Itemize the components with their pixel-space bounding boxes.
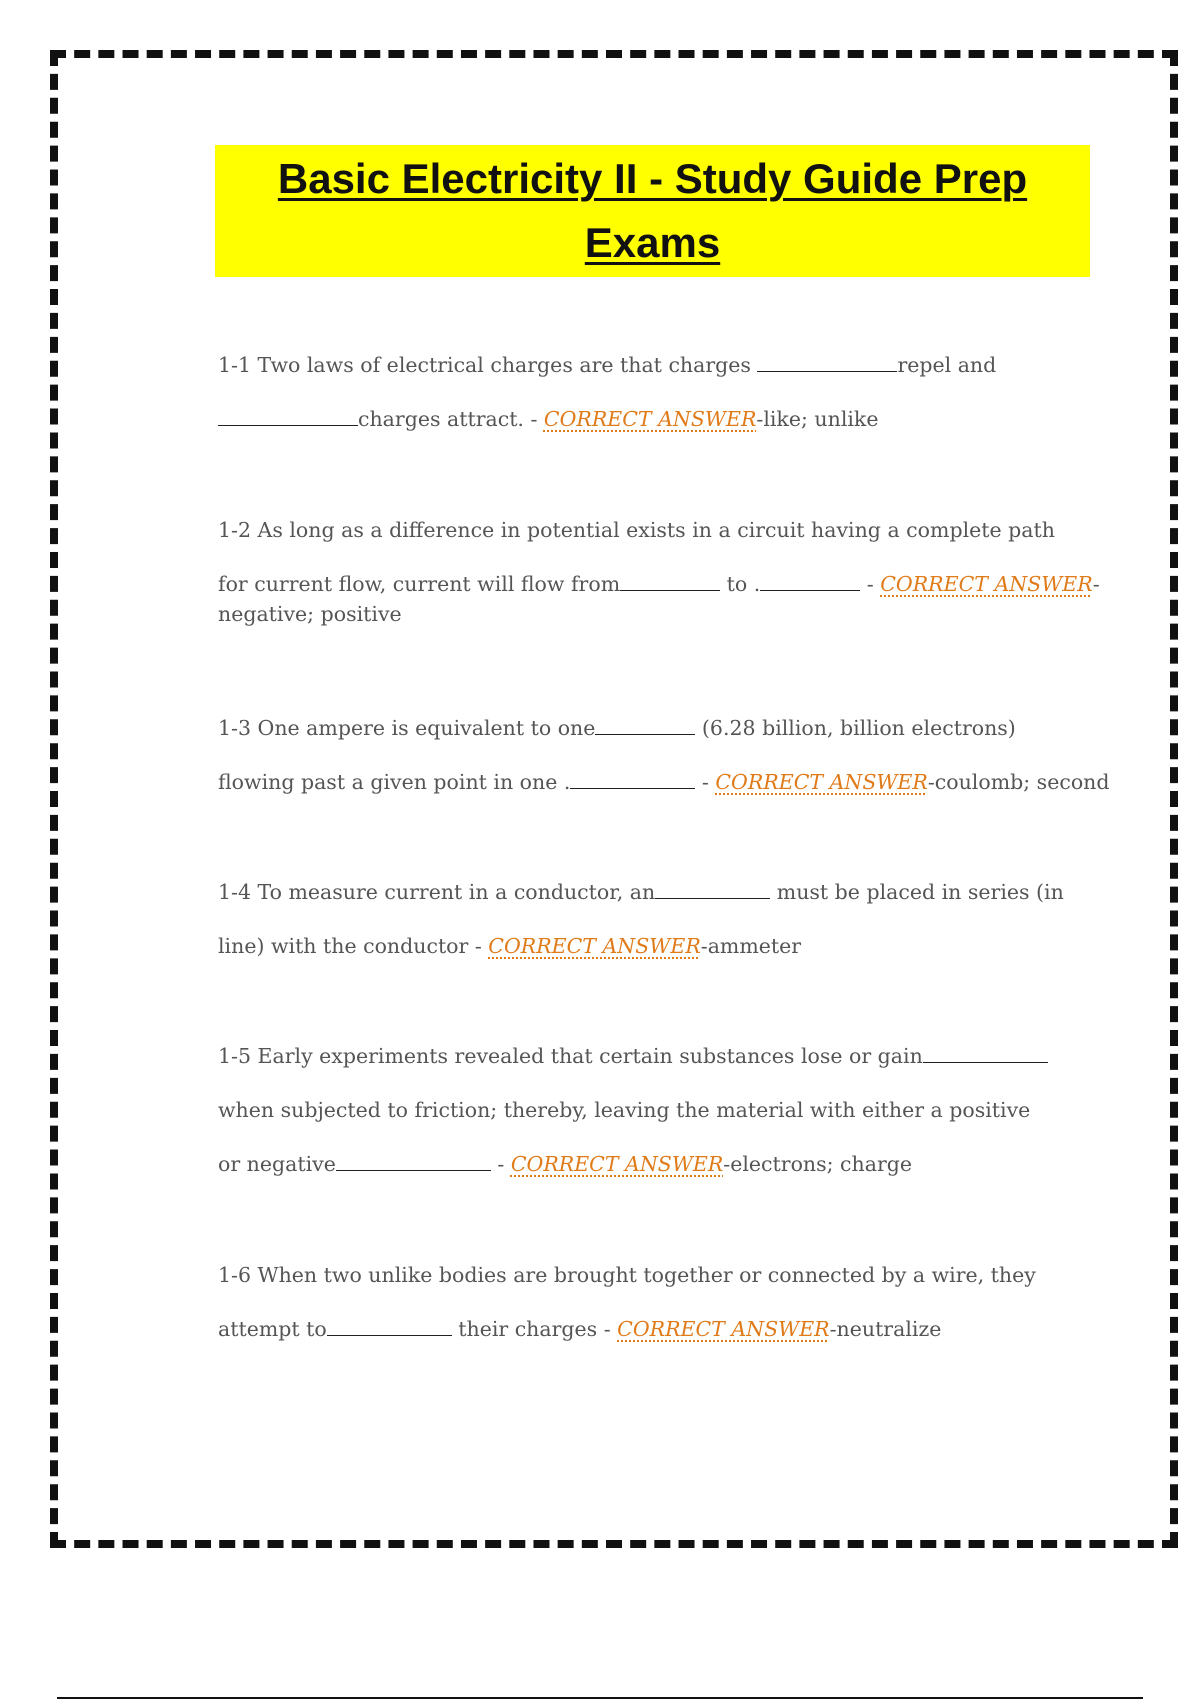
answer-blank xyxy=(336,1152,491,1171)
question-line: for current flow, current will flow from to . - CORRECT ANSWER- xyxy=(218,572,1100,596)
answer-blank xyxy=(757,353,897,372)
answer-blank xyxy=(760,572,860,591)
question-1-2 xyxy=(218,515,1098,629)
answer-text: -like; unlike xyxy=(756,407,879,431)
answer-text: - xyxy=(1092,572,1100,596)
document-title-line-2: Exams xyxy=(584,219,721,266)
question-line: 1-5 Early experiments revealed that certain substances lose or gain xyxy=(218,1041,1098,1095)
question-line: line) with the conductor - CORRECT ANSWER-ammeter xyxy=(218,934,802,958)
question-1-6 xyxy=(218,1260,1098,1368)
question-1-5 xyxy=(218,1041,1098,1203)
question-line: flowing past a given point in one . - CORRECT ANSWER-coulomb; second xyxy=(218,770,1110,794)
answer-text: -ammeter xyxy=(700,934,802,958)
answer-blank xyxy=(655,880,770,899)
answer-blank xyxy=(595,716,695,735)
question-line: 1-6 When two unlike bodies are brought together or connected by a wire, they xyxy=(218,1263,1036,1287)
answer-blank xyxy=(620,572,720,591)
correct-answer-label: CORRECT ANSWER xyxy=(510,1152,724,1176)
answer-text: -neutralize xyxy=(829,1317,942,1341)
answer-text: negative; positive xyxy=(218,602,402,626)
question-1-1 xyxy=(218,350,1098,458)
question-line: charges attract. - CORRECT ANSWER-like; unlike xyxy=(218,404,1098,458)
answer-blank xyxy=(327,1317,452,1336)
answer-blank xyxy=(923,1044,1048,1063)
correct-answer-label: CORRECT ANSWER xyxy=(488,934,701,958)
question-line: 1-4 To measure current in a conductor, an must be placed in series (in xyxy=(218,880,1064,904)
answer-blank xyxy=(570,770,695,789)
question-line: when subjected to friction; thereby, leaving the material with either a positive xyxy=(218,1098,1031,1122)
question-line: 1-3 One ampere is equivalent to one (6.28 billion, billion electrons) xyxy=(218,716,1016,740)
question-1-4 xyxy=(218,877,1098,985)
question-line: attempt to their charges - CORRECT ANSWER-neutralize xyxy=(218,1317,942,1341)
question-1-3 xyxy=(218,713,1110,821)
question-line: or negative - CORRECT ANSWER-electrons; charge xyxy=(218,1152,913,1176)
answer-text: -electrons; charge xyxy=(723,1152,913,1176)
document-title-line-1: Basic Electricity II - Study Guide Prep xyxy=(277,155,1028,202)
title-banner xyxy=(215,145,1090,277)
page-bottom-rule xyxy=(57,1697,1143,1699)
answer-text: -coulomb; second xyxy=(927,770,1110,794)
correct-answer-label: CORRECT ANSWER xyxy=(617,1317,830,1341)
question-line: 1-1 Two laws of electrical charges are that charges repel and xyxy=(218,353,997,377)
correct-answer-label: CORRECT ANSWER xyxy=(543,407,757,431)
correct-answer-label: CORRECT ANSWER xyxy=(715,770,928,794)
correct-answer-label: CORRECT ANSWER xyxy=(880,572,1093,596)
question-line: 1-2 As long as a difference in potential exists in a circuit having a complete path xyxy=(218,518,1055,542)
answer-blank xyxy=(218,407,358,426)
